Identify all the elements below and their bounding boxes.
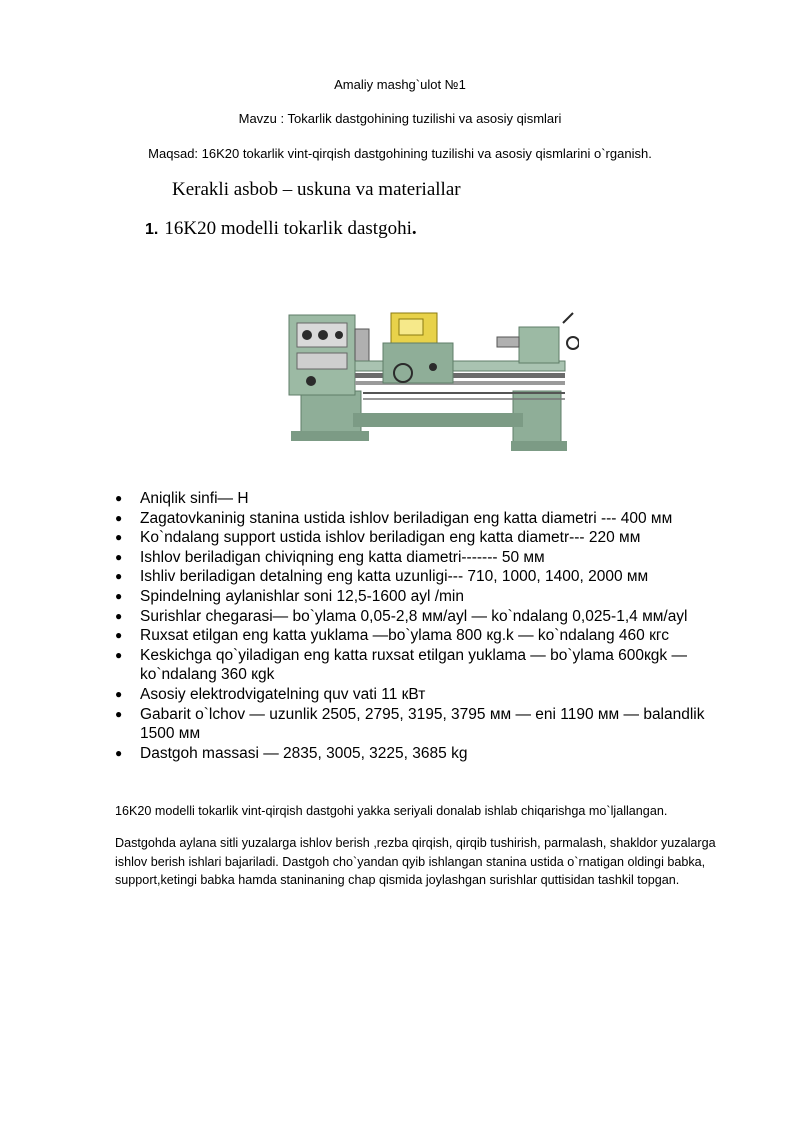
- list-item: [115, 587, 740, 607]
- list-item: [115, 509, 740, 529]
- spec-text: Surishlar chegarasi— bo`ylama 0,05-2,8 мм/ayl — ko`ndalang 0,025-1,4 мм/ayl: [140, 607, 688, 625]
- intro-paragraph: 16K20 modelli tokarlik vint-qirqish dastgohi yakka seriyali donalab ishlab chiqarishga mo`ljallangan.: [115, 804, 668, 818]
- goal-line: Maqsad: 16K20 tokarlik vint-qirqish dastgohining tuzilishi va asosiy qismlarini o`rganish.: [148, 146, 652, 161]
- spec-text: Dastgoh massasi — 2835, 3005, 3225, 3685 kg: [140, 744, 468, 762]
- bullet-icon: ●: [115, 510, 123, 525]
- spec-text: Ishlov beriladigan chiviqning eng katta diametri------- 50 мм: [140, 548, 545, 566]
- bullet-icon: ●: [115, 530, 123, 545]
- spec-text: Keskichga qo`yiladigan eng katta ruxsat etilgan yuklama — bo`ylama 600кgk — ko`ndalang 360 кgk: [140, 646, 687, 684]
- bullet-icon: ●: [115, 647, 123, 662]
- spec-text: Zagatovkaninig stanina ustida ishlov beriladigan eng katta diametri --- 400 мм: [140, 509, 673, 527]
- spec-text: Ko`ndalang support ustida ishlov beriladigan eng katta diametr--- 220 мм: [140, 529, 641, 547]
- item-title: 16K20 modelli tokarlik dastgohi: [164, 218, 412, 239]
- list-item: [115, 548, 740, 568]
- bullet-icon: ●: [115, 628, 123, 643]
- section-heading: Kerakli asbob – uskuna va materiallar: [172, 179, 461, 200]
- bullet-icon: ●: [115, 608, 123, 623]
- list-item: [115, 607, 740, 627]
- list-item: [115, 685, 740, 705]
- bullet-icon: ●: [115, 706, 123, 721]
- item-punct: .: [411, 218, 417, 239]
- spec-text: Ruxsat etilgan eng katta yuklama —bo`ylama 800 кg.k — ko`ndalang 460 кгс: [140, 627, 669, 645]
- list-item: [115, 528, 740, 548]
- list-item: [115, 646, 740, 685]
- bullet-icon: ●: [115, 745, 123, 760]
- bullet-icon: ●: [115, 491, 123, 505]
- item-number: 1.: [145, 221, 159, 238]
- list-item: [115, 489, 740, 509]
- numbered-item: [145, 218, 417, 240]
- bullet-icon: ●: [115, 588, 123, 603]
- description-paragraph: Dastgohda aylana sitli yuzalarga ishlov berish ,rezba qirqish, qirqib tushirish, parmalash, shakldor yuzalarga ishlov berish ishlari bajariladi. Dastgoh cho`yandan qyib ishlangan stanina ustida o`rnatigan oldingi babka, support,ketingi babka hamda staninaning chap qismida joylashgan surishlar quttisidan tashkil topgan.: [115, 836, 716, 887]
- spec-text: Gabarit o`lchov — uzunlik 2505, 2795, 3195, 3795 мм — eni 1190 мм — balandlik 1500 мм: [140, 705, 705, 743]
- list-item: [115, 626, 740, 646]
- list-item: [115, 705, 740, 744]
- specifications-list: [115, 489, 740, 763]
- list-item: [115, 744, 740, 764]
- spec-text: Asosiy elektrodvigatelning quv vati 11 кВт: [140, 685, 426, 703]
- bullet-icon: ●: [115, 686, 123, 701]
- spec-text: Aniqlik sinfi— H: [140, 490, 249, 507]
- practice-title: Amaliy mashg`ulot №1: [334, 77, 466, 92]
- lathe-machine-image: [283, 293, 579, 463]
- list-item: [115, 567, 740, 587]
- spec-text: Ishliv beriladigan detalning eng katta uzunligi--- 710, 1000, 1400, 2000 мм: [140, 568, 649, 586]
- topic-line: Mavzu : Tokarlik dastgohining tuzilishi va asosiy qismlari: [238, 111, 562, 126]
- bullet-icon: ●: [115, 549, 123, 564]
- bullet-icon: ●: [115, 569, 123, 584]
- spec-text: Spindelning aylanishlar soni 12,5-1600 ayl /min: [140, 587, 464, 605]
